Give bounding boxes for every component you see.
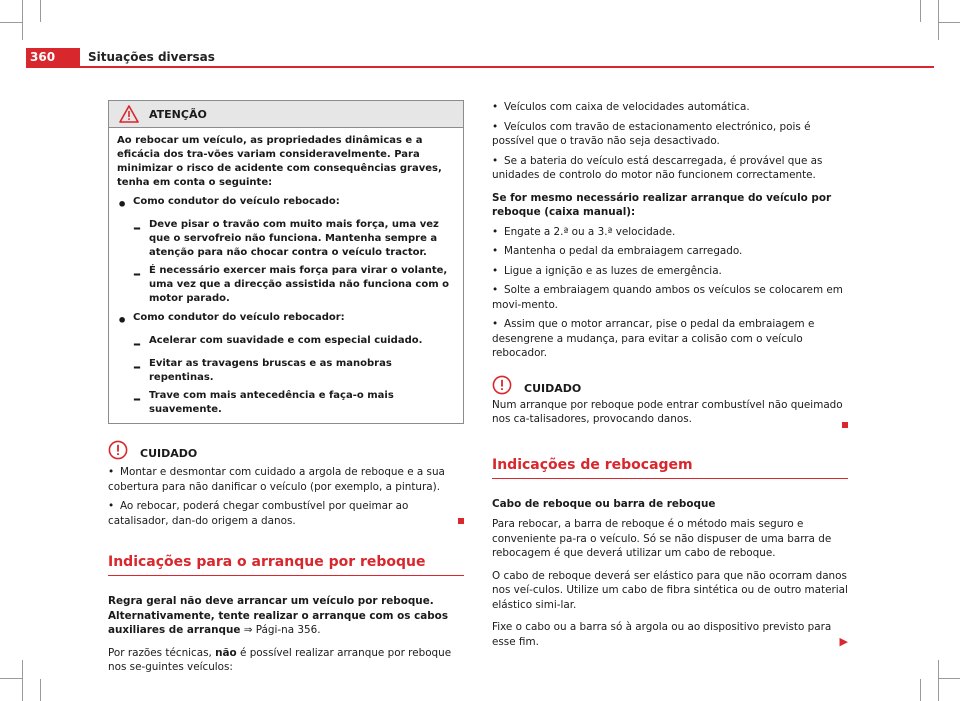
- list-item: [117, 195, 455, 214]
- list-item: [108, 499, 464, 528]
- warning-item: Evitar as travagens bruscas e as manobras repentinas.: [149, 358, 392, 383]
- warning-box: [108, 100, 464, 424]
- list-text: Veículos com travão de estacionamento electrónico, pois é possível que o travão não seja desactivado.: [492, 120, 811, 147]
- header-rule: [26, 66, 934, 68]
- caution-text-paragraph: [492, 398, 848, 427]
- end-of-section-marker: [842, 422, 848, 428]
- warning-group-title: Como condutor do veículo rebocador:: [133, 312, 345, 323]
- list-item: [117, 357, 455, 385]
- crop-mark: [938, 0, 939, 40]
- warning-title: ATENÇÃO: [149, 107, 207, 121]
- paragraph: [108, 646, 464, 675]
- caution-header: [492, 373, 848, 395]
- list-item: [492, 317, 848, 361]
- crop-mark: [22, 660, 23, 701]
- warning-item: Acelerar com suavidade e com especial cuidado.: [149, 335, 423, 346]
- crop-mark: [40, 679, 41, 701]
- crop-mark: [920, 0, 921, 22]
- section-heading: Indicações para o arranque por reboque: [108, 554, 464, 576]
- paragraph: Para rebocar, a barra de reboque é o método mais seguro e conveniente pa-ra o veículo. Só se não dispuser de uma barra de rebocagem é que deverá utilizar um cabo de reboque.: [492, 518, 832, 559]
- caution-text: Montar e desmontar com cuidado a argola de reboque e a sua cobertura para não danificar o veículo (por exemplo, a pintura).: [108, 466, 445, 493]
- page-section-title: Situações diversas: [88, 50, 215, 64]
- list-text: Solte a embraiagem quando ambos os veículos se colocarem em movi-mento.: [492, 284, 843, 311]
- dash-mark: –: [133, 218, 141, 237]
- list-item: [492, 283, 848, 312]
- crop-mark: [0, 22, 22, 23]
- bullet-dot: •: [108, 466, 115, 478]
- list-item: [492, 100, 848, 115]
- bullet-dot: •: [117, 311, 128, 330]
- list-text: Ligue a ignição e as luzes de emergência.: [504, 264, 722, 277]
- emphasis-text: não: [215, 646, 237, 659]
- list-item: [108, 465, 464, 494]
- bullet-dot: •: [492, 245, 499, 257]
- crop-mark: [22, 0, 23, 40]
- subheading: Cabo de reboque ou barra de reboque: [492, 497, 716, 510]
- warning-header: [109, 101, 463, 128]
- left-column: [108, 100, 464, 675]
- continue-arrow-icon: ▶: [839, 634, 848, 648]
- paragraph: O cabo de reboque deverá ser elástico para que não ocorram danos nos veí-culos. Utilize um cabo de fibra sintética ou de outro material elástico simi-lar.: [492, 569, 848, 611]
- bullet-dot: •: [492, 225, 499, 238]
- list-item: [117, 218, 455, 260]
- end-of-section-marker: [458, 518, 464, 524]
- caution-title: CUIDADO: [524, 381, 582, 395]
- list-text: Assim que o motor arrancar, pise o pedal da embraiagem e desengrene a mudança, para evitar a colisão com o veículo rebocador.: [492, 318, 815, 359]
- manual-heading: Se for mesmo necessário realizar arranque do veículo por reboque (caixa manual):: [492, 191, 832, 218]
- bullet-dot: •: [492, 284, 499, 296]
- text-span: é possível realizar arranque por reboque nos se-guintes veículos:: [108, 646, 452, 673]
- bullet-dot: •: [492, 264, 499, 277]
- list-item: [492, 244, 848, 259]
- crop-mark: [40, 0, 41, 22]
- dash-mark: –: [133, 264, 141, 283]
- bullet-dot: •: [492, 101, 499, 113]
- list-text: Veículos com caixa de velocidades automática.: [504, 101, 750, 113]
- list-item: [117, 311, 455, 330]
- caution-exclamation-icon: [108, 440, 128, 460]
- warning-triangle-icon: [119, 105, 139, 123]
- list-item: [117, 389, 455, 417]
- section-heading: Indicações de rebocagem: [492, 457, 848, 479]
- page-reference-link[interactable]: ⇒ Pági-na 356.: [240, 624, 321, 636]
- list-item: [492, 225, 848, 240]
- caution-text: Ao rebocar, poderá chegar combustível por queimar ao catalisador, dan-do origem a danos.: [108, 500, 409, 527]
- warning-item: Deve pisar o travão com muito mais força, uma vez que o servofreio não funciona. Mantenha sempre a atenção para não chocar contra o veículo tractor.: [149, 219, 439, 258]
- rule-paragraph: [108, 594, 464, 638]
- list-text: Engate a 2.ª ou a 3.ª velocidade.: [504, 225, 676, 238]
- warning-body: [109, 128, 463, 423]
- list-text: Se a bateria do veículo está descarregada, é provável que as unidades de controlo do motor não funcionem correctamente.: [492, 154, 823, 181]
- bullet-dot: •: [492, 318, 499, 330]
- warning-intro: Ao rebocar um veículo, as propriedades dinâmicas e a eficácia dos tra-vões variam consideravelmente. Para minimizar o risco de acidente com consequências graves, tenha em conta o seguinte:: [117, 135, 442, 188]
- crop-mark: [938, 22, 960, 23]
- bullet-dot: •: [117, 195, 128, 214]
- paragraph: [492, 620, 848, 649]
- crop-mark: [938, 678, 960, 679]
- right-column: [492, 100, 848, 649]
- caution-text: Num arranque por reboque pode entrar combustível não queimado nos ca-talisadores, provocando danos.: [492, 398, 843, 425]
- caution-block-right: [492, 373, 848, 427]
- dash-mark: –: [133, 389, 141, 408]
- text-span: Por razões técnicas,: [108, 646, 216, 659]
- crop-mark: [0, 678, 22, 679]
- rule-bold-text: Regra geral não deve arrancar um veículo por reboque. Alternativamente, tente realizar o arranque com os cabos auxiliares de arranque: [108, 595, 449, 636]
- list-item: [492, 264, 848, 279]
- bullet-dot: •: [492, 154, 499, 167]
- dash-mark: –: [133, 357, 141, 376]
- warning-item: É necessário exercer mais força para virar o volante, uma vez que a direcção assistida não funciona com o motor parado.: [149, 265, 449, 304]
- paragraph-text: Fixe o cabo ou a barra só à argola ou ao dispositivo previsto para esse fim.: [492, 621, 832, 648]
- bullet-dot: •: [492, 120, 499, 133]
- caution-header: [108, 438, 464, 460]
- caution-block-left: [108, 438, 464, 528]
- crop-mark: [920, 679, 921, 701]
- warning-group-title: Como condutor do veículo rebocado:: [133, 196, 340, 207]
- list-item: [492, 154, 848, 183]
- bullet-dot: •: [108, 500, 115, 512]
- caution-title: CUIDADO: [140, 447, 198, 460]
- crop-mark: [938, 660, 939, 701]
- list-item: [117, 264, 455, 306]
- list-item: [492, 120, 848, 149]
- list-item: [117, 334, 455, 353]
- dash-mark: –: [133, 334, 141, 353]
- caution-exclamation-icon: [492, 375, 512, 395]
- page-number: 360: [26, 48, 80, 66]
- warning-item: Trave com mais antecedência e faça-o mais suavemente.: [149, 390, 394, 415]
- list-text: Mantenha o pedal da embraiagem carregado.: [504, 245, 743, 257]
